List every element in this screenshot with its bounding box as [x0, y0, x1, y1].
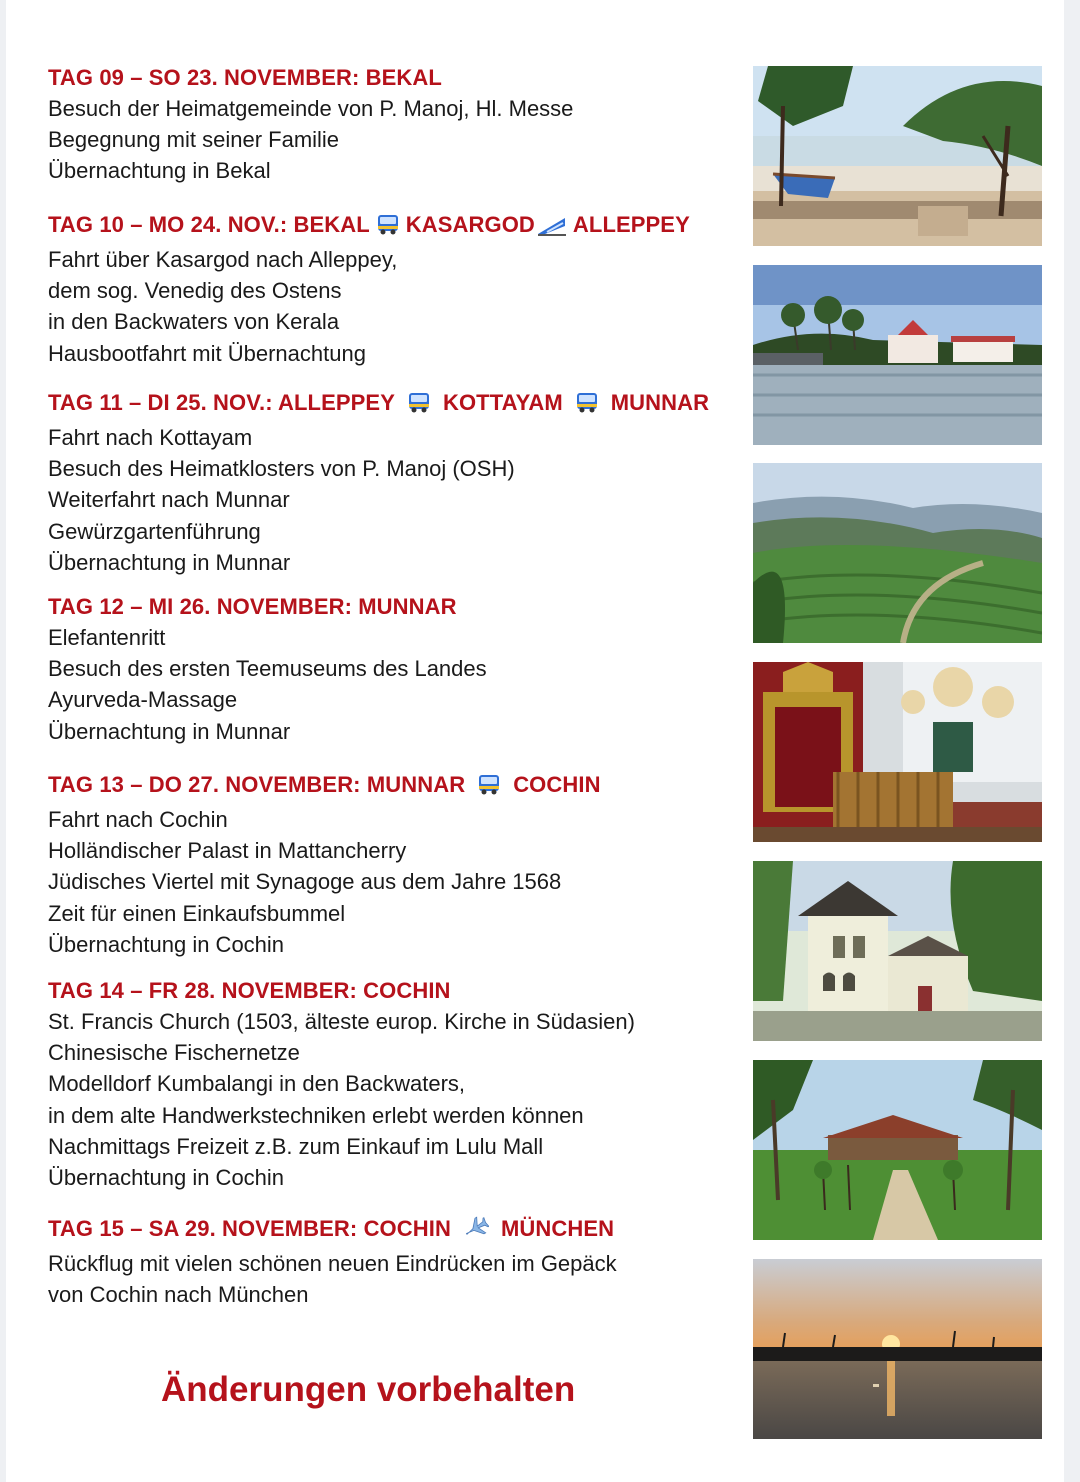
day-13-line: Holländischer Palast in Mattancherry	[48, 838, 407, 864]
day-10-section	[48, 210, 748, 369]
day-14-line: in dem alte Handwerkstechniken erlebt werden können	[48, 1102, 584, 1128]
day-12-section	[48, 592, 748, 747]
changes-reserved-note: Änderungen vorbehalten	[161, 1370, 576, 1409]
day-09-section	[48, 63, 748, 187]
day-14-section	[48, 976, 748, 1193]
day-13-line: Fahrt nach Cochin	[48, 807, 228, 832]
itinerary-page	[6, 0, 1064, 1482]
day-13-section	[48, 770, 748, 960]
day-12-line: Übernachtung in Munnar	[48, 718, 291, 744]
day-11-line: Besuch des Heimatklosters von P. Manoj (OSH)	[48, 456, 515, 482]
sunset-backwaters-photo	[753, 1259, 1042, 1439]
day-11-line: Weiterfahrt nach Munnar	[48, 487, 290, 513]
day-09-line: Begegnung mit seiner Familie	[48, 127, 340, 153]
day-09-line: Übernachtung in Bekal	[48, 158, 271, 184]
day-13-line: Jüdisches Viertel mit Synagoge aus dem Jahre 1568	[48, 869, 562, 895]
day-09-line: Besuch der Heimatgemeinde von P. Manoj, Hl. Messe	[48, 96, 574, 121]
day-12-line: Besuch des ersten Teemuseums des Landes	[48, 656, 487, 682]
bus-icon	[575, 392, 599, 422]
day-11-line: Fahrt nach Kottayam	[48, 425, 253, 450]
day-11-section	[48, 388, 748, 578]
day-15-heading: TAG 15 – SA 29. NOVEMBER: COCHIN MÜNCHEN	[48, 1214, 748, 1248]
backwaters-church-photo	[753, 265, 1042, 445]
day-15-section	[48, 1214, 748, 1310]
day-11-line: Gewürzgartenführung	[48, 518, 261, 544]
airplane-icon	[463, 1216, 489, 1248]
day-09-heading: TAG 09 – SO 23. NOVEMBER: BEKAL	[48, 65, 442, 90]
train-icon	[537, 214, 567, 244]
bus-icon	[477, 774, 501, 804]
synagogue-interior-photo	[753, 662, 1042, 842]
day-12-heading: TAG 12 – MI 26. NOVEMBER: MUNNAR	[48, 594, 457, 619]
day-12-line: Elefantenritt	[48, 625, 166, 650]
day-13-line: Übernachtung in Cochin	[48, 931, 285, 957]
day-14-line: Chinesische Fischernetze	[48, 1040, 300, 1066]
day-15-line: Rückflug mit vielen schönen neuen Eindrücken im Gepäck	[48, 1251, 617, 1276]
day-13-line: Zeit für einen Einkaufsbummel	[48, 900, 346, 926]
bus-icon	[376, 214, 400, 244]
bus-icon	[407, 392, 431, 422]
day-13-heading: TAG 13 – DO 27. NOVEMBER: MUNNAR COCHIN	[48, 770, 748, 804]
day-10-line: in den Backwaters von Kerala	[48, 309, 340, 335]
garden-path-photo	[753, 1060, 1042, 1240]
day-11-line: Übernachtung in Munnar	[48, 549, 291, 575]
day-15-line: von Cochin nach München	[48, 1282, 309, 1308]
day-14-line: St. Francis Church (1503, älteste europ. Kirche in Südasien)	[48, 1009, 635, 1034]
day-12-line: Ayurveda-Massage	[48, 687, 238, 713]
day-10-line: dem sog. Venedig des Ostens	[48, 278, 342, 304]
day-14-line: Übernachtung in Cochin	[48, 1165, 285, 1191]
day-14-heading: TAG 14 – FR 28. NOVEMBER: COCHIN	[48, 978, 451, 1003]
day-10-line: Fahrt über Kasargod nach Alleppey,	[48, 247, 398, 272]
church-building-photo	[753, 861, 1042, 1041]
day-14-line: Modelldorf Kumbalangi in den Backwaters,	[48, 1071, 466, 1097]
day-10-heading: TAG 10 – MO 24. NOV.: BEKAL KASARGOD ALLEPPEY	[48, 210, 748, 244]
day-10-line: Hausbootfahrt mit Übernachtung	[48, 340, 366, 366]
day-11-heading: TAG 11 – DI 25. NOV.: ALLEPPEY KOTTAYAM MUNNAR	[48, 388, 748, 422]
tea-plantation-photo	[753, 463, 1042, 643]
day-14-line: Nachmittags Freizeit z.B. zum Einkauf im Lulu Mall	[48, 1133, 544, 1159]
beach-photo	[753, 66, 1042, 246]
